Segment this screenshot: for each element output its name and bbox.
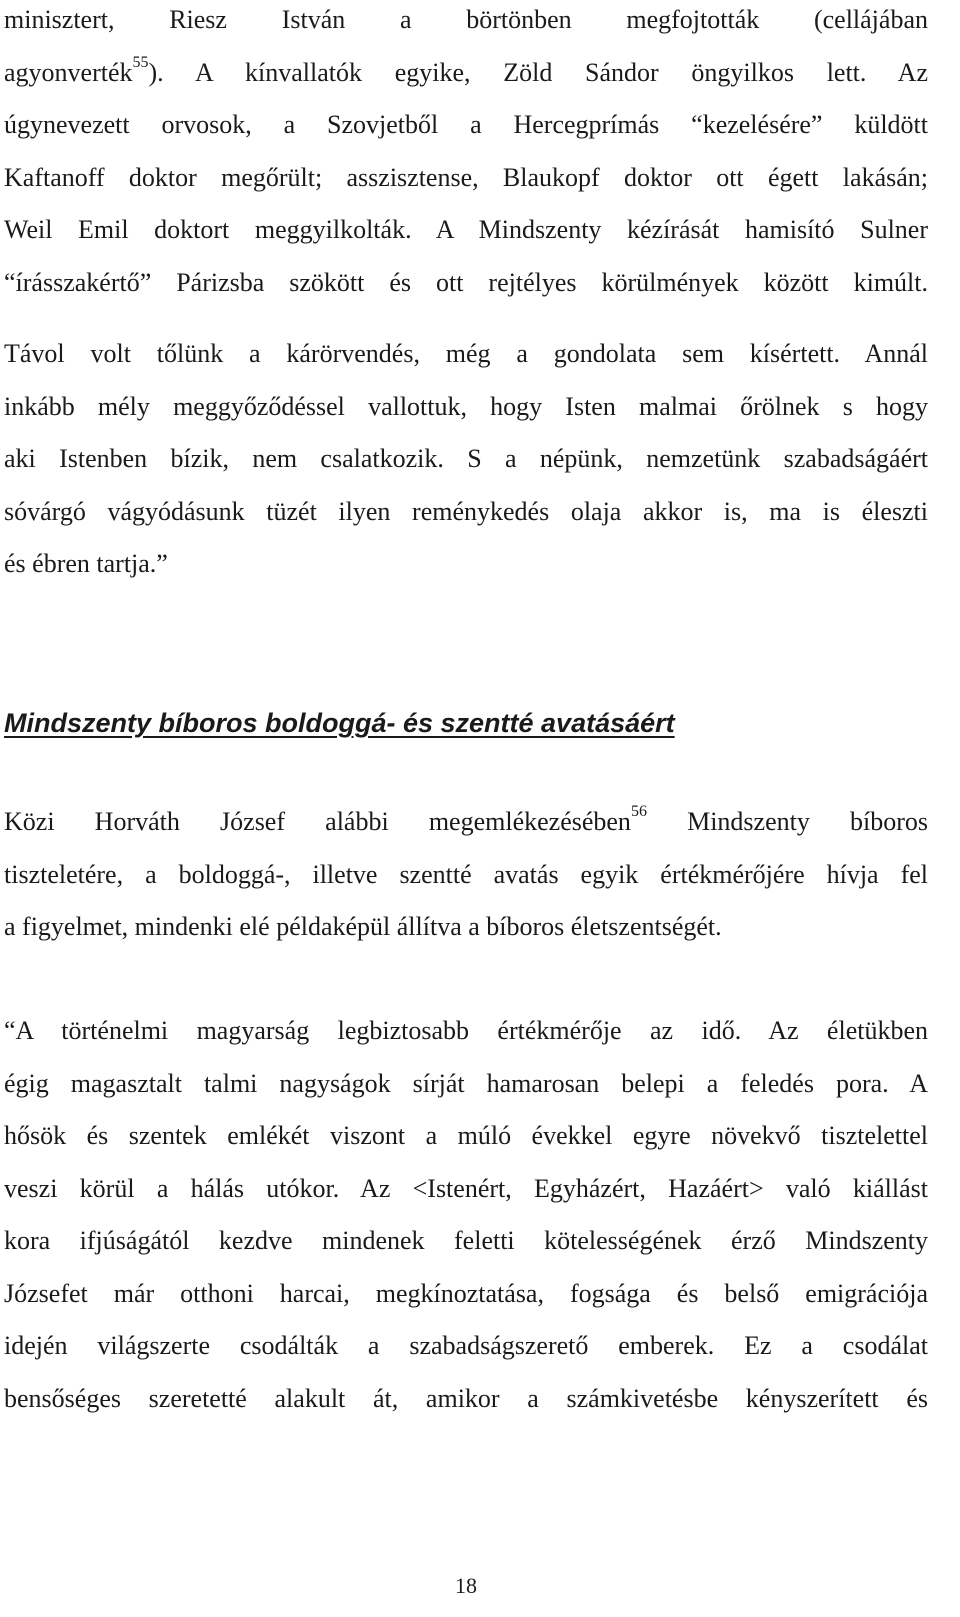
text-fragment: Közi Horváth József alábbi megemlékezésében bbox=[4, 807, 631, 836]
text-line: kora ifjúságától kezdve mindenek feletti kötelességének érző Mindszenty bbox=[4, 1226, 928, 1255]
text-line bbox=[4, 47, 928, 100]
text-line: inkább mély meggyőződéssel vallottuk, hogy Isten malmai őrölnek s hogy bbox=[4, 391, 928, 421]
paragraph-1 bbox=[4, 0, 928, 309]
text-line: és ébren tartja.” bbox=[4, 549, 168, 578]
page-number: 18 bbox=[455, 1573, 477, 1598]
text-line: minisztert, Riesz István a börtönben megfojtották (cellájában bbox=[4, 5, 928, 34]
footnote-ref-55[interactable]: 55 bbox=[132, 53, 149, 71]
text-line: bensőséges szeretetté alakult át, amikor a számkivetésbe kényszerített és bbox=[4, 1383, 928, 1413]
paragraph-2 bbox=[4, 328, 928, 591]
text-line: aki Istenben bízik, nem csalatkozik. S a népünk, nemzetünk szabadságáért bbox=[4, 444, 928, 473]
text-line: tiszteletére, a boldoggá-, illetve szentté avatás egyik értékmérőjére hívja fel bbox=[4, 859, 928, 889]
text-line: égig magasztalt talmi nagyságok sírját hamarosan belepi a feledés pora. A bbox=[4, 1068, 928, 1098]
paragraph-3 bbox=[4, 796, 928, 954]
text-line: Kaftanoff doktor megőrült; asszisztense, Blaukopf doktor ott égett lakásán; bbox=[4, 162, 928, 192]
text-line: hősök és szentek emlékét viszont a múló évekkel egyre növekvő tisztelettel bbox=[4, 1121, 928, 1150]
text-line: “A történelmi magyarság legbiztosabb értékmérője az idő. Az életükben bbox=[4, 1016, 928, 1045]
section-heading: Mindszenty bíboros boldoggá- és szentté avatásáért bbox=[4, 708, 675, 738]
text-line: Távol volt tőlünk a kárörvendés, még a gondolata sem kísértett. Annál bbox=[4, 339, 928, 368]
text-fragment: ). A kínvallatók egyike, Zöld Sándor öngyilkos lett. Az bbox=[148, 57, 928, 87]
text-line: a figyelmet, mindenki elé példaképül állítva a bíboros életszentségét. bbox=[4, 912, 722, 941]
text-line: “írásszakértő” Párizsba szökött és ott rejtélyes körülmények között kimúlt. bbox=[4, 267, 928, 297]
text-line: sóvárgó vágyódásunk tüzét ilyen reménykedés olaja akkor is, ma is éleszti bbox=[4, 496, 928, 526]
text-fragment: Mindszenty bíboros bbox=[646, 807, 928, 836]
text-line bbox=[4, 796, 928, 849]
paragraph-4 bbox=[4, 1005, 928, 1425]
text-line: úgynevezett orvosok, a Szovjetből a Hercegprímás “kezelésére” küldött bbox=[4, 110, 928, 139]
text-fragment: agyonverték bbox=[4, 57, 133, 87]
text-line: idején világszerte csodálták a szabadságszerető emberek. Ez a csodálat bbox=[4, 1331, 928, 1360]
text-line: Weil Emil doktort meggyilkolták. A Mindszenty kézírását hamisító Sulner bbox=[4, 215, 928, 244]
text-line: veszi körül a hálás utókor. Az <Istenért, Egyházért, Hazáért> való kiállást bbox=[4, 1173, 928, 1203]
text-line: Józsefet már otthoni harcai, megkínoztatása, fogsága és belső emigrációja bbox=[4, 1278, 928, 1308]
footnote-ref-56[interactable]: 56 bbox=[630, 803, 647, 821]
